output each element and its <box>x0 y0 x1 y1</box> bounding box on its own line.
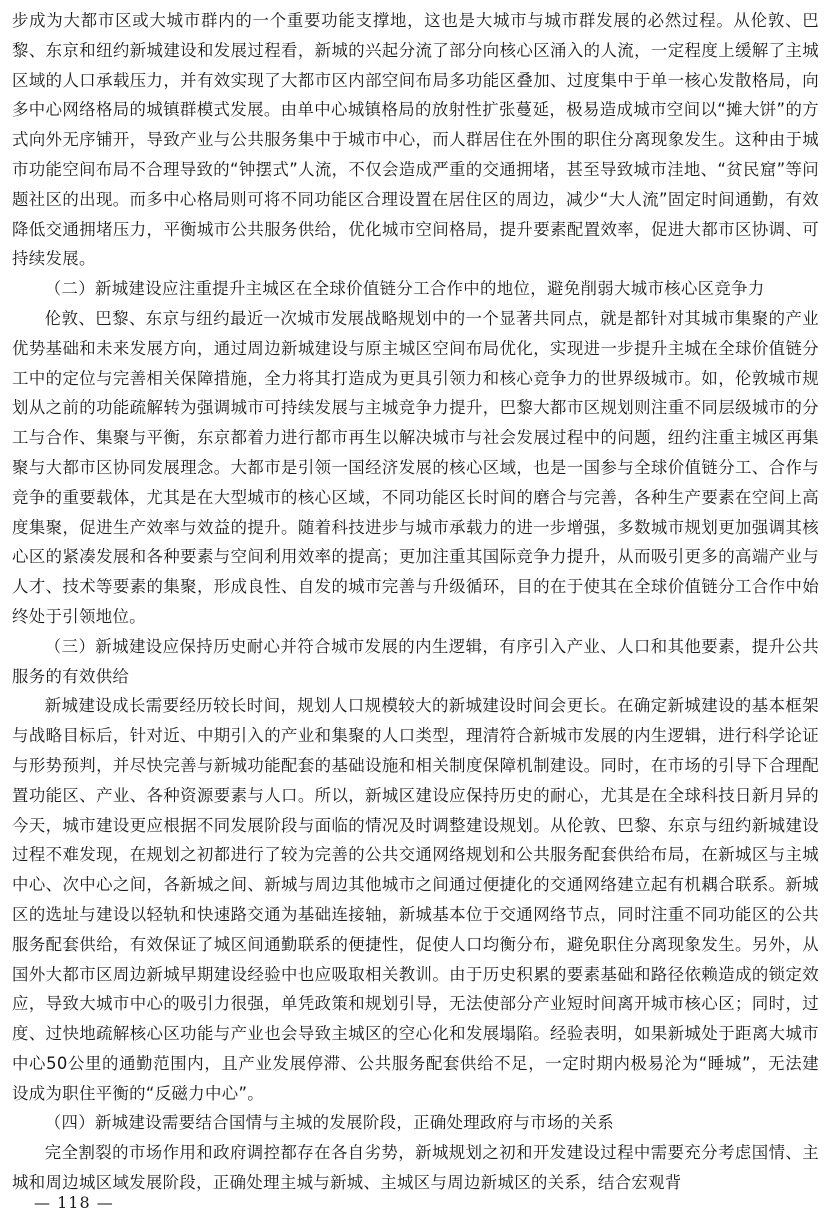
section-heading-2: （二）新城建设应注重提升主城区在全球价值链分工合作中的地位，避免削弱大城市核心区竞争力 <box>44 279 765 299</box>
section-heading-3: （三）新城建设应保持历史耐心并符合城市发展的内生逻辑，有序引入产业、人口和其他要素，提升公共服务的有效供给 <box>12 636 819 686</box>
section-heading-4: （四）新城建设需要结合国情与主城的发展阶段，正确处理政府与市场的关系 <box>44 1113 614 1133</box>
body-paragraph-continued: 步成为大都市区或大城市群内的一个重要功能支撑地，这也是大城市与城市群发展的必然过程。从伦敦、巴黎、东京和纽约新城建设和发展过程看，新城的兴起分流了部分向核心区涌入的人流，一定程度上缓解了主城区域的人口承载压力，并有效实现了大都市区内部空间布局多功能区叠加、过度集中于单一核心发散格局，向多中心网络格局的城镇群模式发展。由单中心城镇格局的放射性扩张蔓延，极易造成城市空间以“摊大饼”的方式向外无序铺开，导致产业与公共服务集中于城市中心，而人群居住在外围的职住分离现象发生。这种由于城市功能空间布局不合理导致的“钟摆式”人流，不仅会造成严重的交通拥堵，甚至导致城市洼地、“贫民窟”等问题社区的出现。而多中心格局则可将不同功能区合理设置在居住区的周边，减少“大人流”固定时间通勤，有效降低交通拥堵压力，平衡城市公共服务供给，优化城市空间格局，提升要素配置效率，促进大都市区协调、可持续发展。 <box>12 11 819 269</box>
body-paragraph: 伦敦、巴黎、东京与纽约最近一次城市发展战略规划中的一个显著共同点，就是都针对其城市集聚的产业优势基础和未来发展方向，通过周边新城建设与原主城区空间布局优化，实现进一步提升主城在全球价值链分工中的定位与完善相关保障措施，全力将其打造成为更具引领力和核心竞争力的世界级城市。如，伦敦城市规划从之前的功能疏解转为强调城市可持续发展与主城竞争力提升，巴黎大都市区规划则注重不同层级城市的分工与合作、集聚与平衡，东京都着力进行都市再生以解决城市与社会发展过程中的问题，纽约注重主城区再集聚与大都市区协同发展理念。大都市是引领一国经济发展的核心区域，也是一国参与全球价值链分工、合作与竞争的重要载体，尤其是在大型城市的核心区域，不同功能区长时间的磨合与完善，各种生产要素在空间上高度集聚，促进生产效率与效益的提升。随着科技进步与城市承载力的进一步增强，多数城市规划更加强调其核心区的紧凑发展和各种要素与空间利用效率的提高；更加注重其国际竞争力提升，从而吸引更多的高端产业与人才、技术等要素的集聚，形成良性、自发的城市完善与升级循环，目的在于使其在全球价值链分工合作中始终处于引领地位。 <box>12 308 819 626</box>
body-paragraph: 新城建设成长需要经历较长时间，规划人口规模较大的新城建设时间会更长。在确定新城建设的基本框架与战略目标后，针对近、中期引入的产业和集聚的人口类型，理清符合新城市发展的内生逻辑，进行科学论证与形势预判，并尽快完善与新城功能配套的基础设施和相关制度保障机制建设。同时，在市场的引导下合理配置功能区、产业、各种资源要素与人口。所以，新城区建设应保持历史的耐心，尤其是在全球科技日新月异的今天，城市建设更应根据不同发展阶段与面临的情况及时调整建设规划。从伦敦、巴黎、东京与纽约新城建设过程不难发现，在规划之初都进行了较为完善的公共交通网络规划和公共服务配套供给布局，在新城区与主城中心、次中心之间，各新城之间、新城与周边其他城市之间通过便捷化的交通网络建立起有机耦合联系。新城区的选址与建设以轻轨和快速路交通为基础连接轴，新城基本位于交通网络节点，同时注重不同功能区的公共服务配套供给，有效保证了城区间通勤联系的便捷性，促使人口均衡分布，避免职住分离现象发生。另外，从国外大都市区周边新城早期建设经验中也应吸取相关教训。由于历史积累的要素基础和路径依赖造成的锁定效应，导致大城市中心的吸引力很强，单凭政策和规划引导，无法使部分产业短时间离开城市核心区；同时，过度、过快地疏解核心区功能与产业也会导致主城区的空心化和发展塌陷。经验表明，如果新城处于距离大城市中心50公里的通勤范围内，且产业发展停滞、公共服务配套供给不足，一定时期内极易沦为“睡城”，无法建设成为职住平衡的“反磁力中心”。 <box>12 696 819 1103</box>
page-number: — 118 — <box>34 1193 114 1212</box>
body-paragraph: 完全割裂的市场作用和政府调控都存在各自劣势，新城规划之初和开发建设过程中需要充分考虑国情、主城和周边城区域发展阶段，正确处理主城与新城、主城区与周边新城区的关系，结合宏观背 <box>12 1143 819 1193</box>
